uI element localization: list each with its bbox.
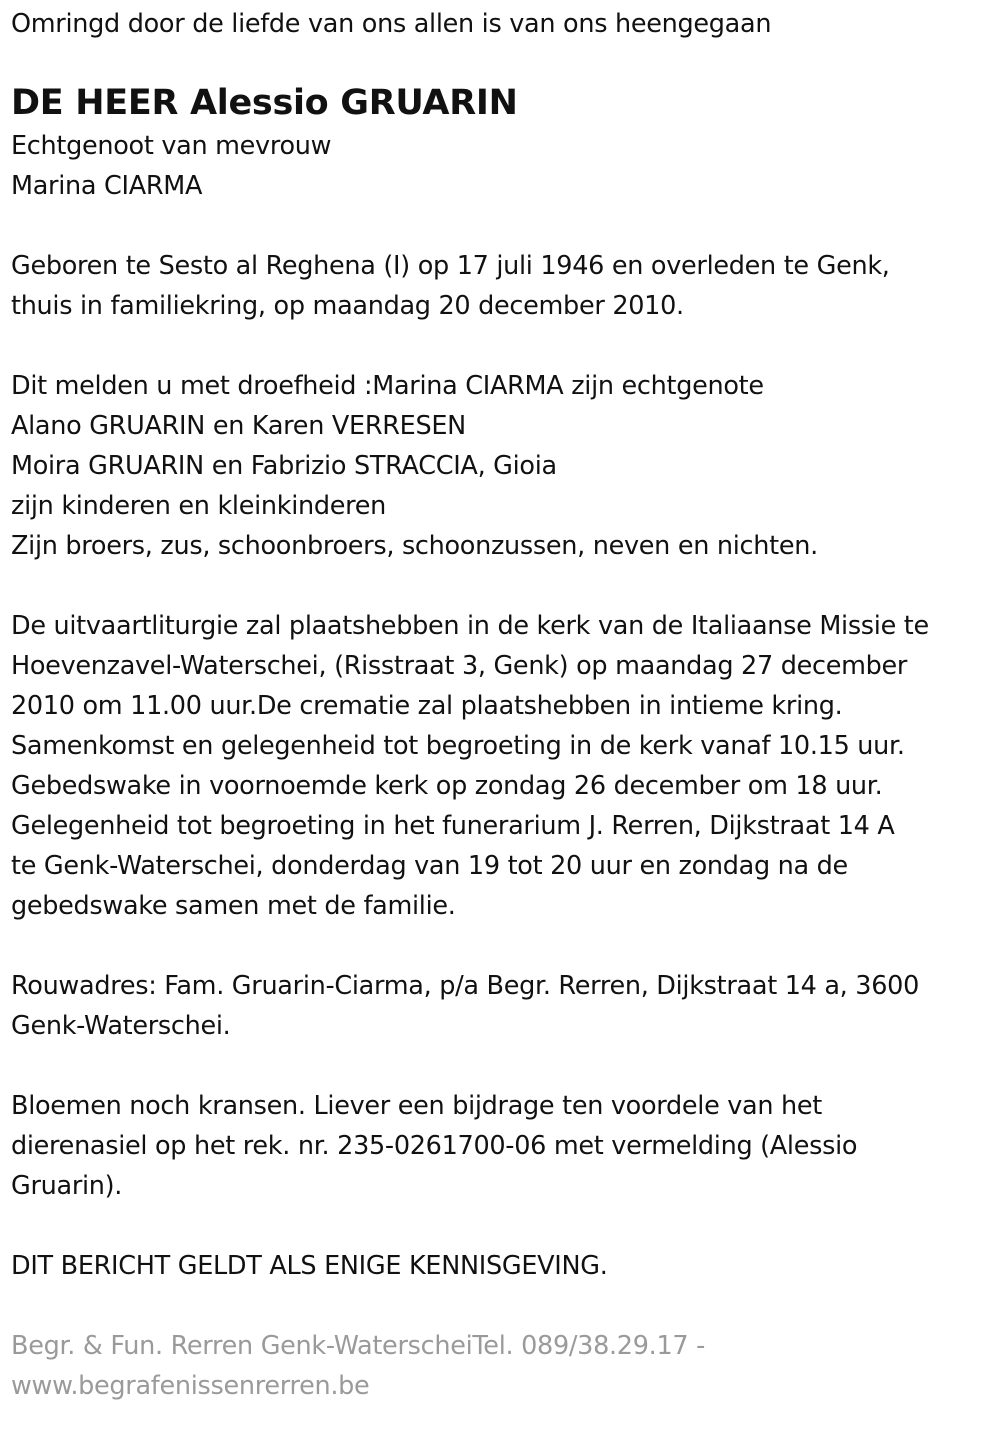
death-notice (11, 4, 991, 1406)
paragraph-gap (11, 566, 991, 606)
announcer-line: Alano GRUARIN en Karen VERRESEN (11, 411, 466, 441)
footer-website: www.begrafenissenrerren.be (11, 1371, 370, 1401)
ceremony-line: De uitvaartliturgie zal plaatshebben in de kerk van de Italiaanse Missie te (11, 611, 929, 641)
flowers-line: Bloemen noch kransen. Liever een bijdrage ten voordele van het (11, 1091, 822, 1121)
birth-death-section (11, 246, 991, 326)
flowers-line: Gruarin). (11, 1171, 123, 1201)
announcer-line: zijn kinderen en kleinkinderen (11, 491, 386, 521)
paragraph-gap (11, 926, 991, 966)
announcer-line: Zijn broers, zus, schoonbroers, schoonzussen, neven en nichten. (11, 531, 818, 561)
address-line: Rouwadres: Fam. Gruarin-Ciarma, p/a Begr. Rerren, Dijkstraat 14 a, 3600 (11, 971, 919, 1001)
flowers-section (11, 1086, 991, 1206)
paragraph-gap (11, 1206, 991, 1246)
paragraph-gap (11, 326, 991, 366)
paragraph-gap (11, 1046, 991, 1086)
ceremony-line: Gelegenheid tot begroeting in het funerarium J. Rerren, Dijkstraat 14 A (11, 811, 895, 841)
intro-text: Omringd door de liefde van ons allen is van ons heengegaan (11, 9, 772, 39)
announcer-line: Dit melden u met droefheid :Marina CIARMA zijn echtgenote (11, 371, 764, 401)
ceremony-line: gebedswake samen met de familie. (11, 891, 456, 921)
deceased-name: DE HEER Alessio GRUARIN (11, 83, 518, 123)
closing-statement: DIT BERICHT GELDT ALS ENIGE KENNISGEVING. (11, 1251, 608, 1281)
flowers-line: dierenasiel op het rek. nr. 235-0261700-06 met vermelding (Alessio (11, 1131, 858, 1161)
birth-death-line: thuis in familiekring, op maandag 20 december 2010. (11, 291, 684, 321)
footer-line: Begr. & Fun. Rerren Genk-WaterscheiTel. 089/38.29.17 - (11, 1331, 706, 1361)
ceremony-line: Samenkomst en gelegenheid tot begroeting in de kerk vanaf 10.15 uur. (11, 731, 905, 761)
announcer-line: Moira GRUARIN en Fabrizio STRACCIA, Gioia (11, 451, 557, 481)
ceremony-line: te Genk-Waterschei, donderdag van 19 tot 20 uur en zondag na de (11, 851, 848, 881)
birth-death-line: Geboren te Sesto al Reghena (I) op 17 juli 1946 en overleden te Genk, (11, 251, 890, 281)
ceremony-section (11, 606, 991, 926)
ceremony-line: Hoevenzavel-Waterschei, (Risstraat 3, Genk) op maandag 27 december (11, 651, 908, 681)
spouse-section (11, 126, 991, 206)
address-section (11, 966, 991, 1046)
ceremony-line: 2010 om 11.00 uur.De crematie zal plaatshebben in intieme kring. (11, 691, 843, 721)
announcers-section (11, 366, 991, 566)
ceremony-line: Gebedswake in voornoemde kerk op zondag 26 december om 18 uur. (11, 771, 883, 801)
paragraph-gap (11, 206, 991, 246)
funeral-home-footer (11, 1326, 991, 1406)
spouse-line: Marina CIARMA (11, 171, 203, 201)
address-line: Genk-Waterschei. (11, 1011, 231, 1041)
spouse-line: Echtgenoot van mevrouw (11, 131, 332, 161)
paragraph-gap (11, 1286, 991, 1326)
